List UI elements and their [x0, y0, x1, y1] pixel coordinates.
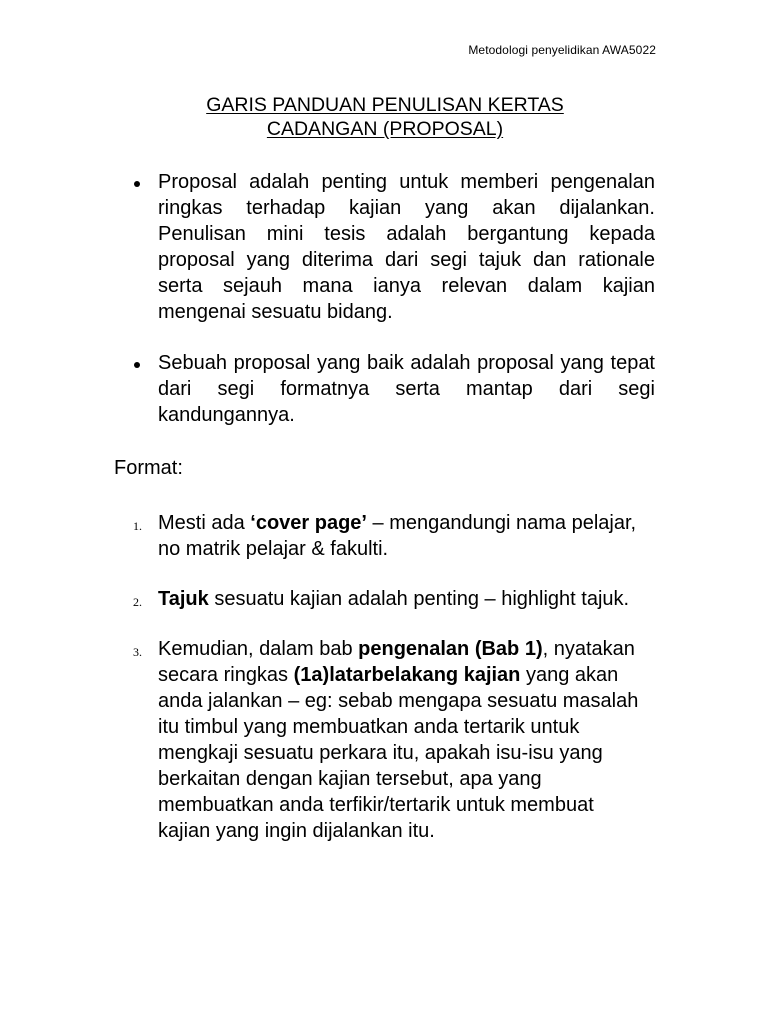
- item-emphasis: pengenalan (Bab 1): [358, 638, 543, 660]
- bullet-text: Proposal adalah penting untuk memberi pengenalan ringkas terhadap kajian yang akan dijalankan. Penulisan mini tesis adalah bergantung kepada proposal yang diterima dari segi tajuk dan rationale serta sejauh mana ianya relevan dalam kajian mengenai sesuatu bidang.: [158, 171, 655, 323]
- list-item: [133, 636, 643, 844]
- list-number: 3.: [133, 645, 142, 659]
- item-text: sesuatu kajian adalah penting – highlight tajuk.: [208, 588, 630, 610]
- item-text: yang akan anda jalankan – eg: sebab mengapa sesuatu masalah itu timbul yang membuatkan anda tertarik untuk mengkaji sesuatu perkara itu, apakah isu-isu yang berkaitan dengan kajian tersebut, apa yang membuatkan anda terfikir/tertarik untuk membuat kajian yang ingin dijalankan itu.: [158, 664, 639, 842]
- item-text: Kemudian, dalam bab: [158, 638, 359, 660]
- bullet-list: [130, 169, 655, 453]
- item-emphasis: ‘cover page’: [250, 512, 367, 534]
- bullet-text: Sebuah proposal yang baik adalah proposal yang tepat dari segi formatnya serta mantap dari segi kandungannya.: [158, 352, 655, 426]
- title-line-1: GARIS PANDUAN PENULISAN KERTAS: [206, 94, 564, 116]
- item-text: , nyatakan secara ringkas: [158, 638, 635, 686]
- bullet-item: [130, 169, 655, 325]
- list-number: 2.: [133, 595, 142, 609]
- list-item: [133, 510, 643, 562]
- item-emphasis: (1a)latarbelakang kajian: [293, 664, 521, 686]
- document-title: [120, 93, 650, 141]
- title-line-2: CADANGAN (PROPOSAL): [266, 118, 504, 140]
- item-text: – mengandungi nama pelajar, no matrik pelajar & fakulti.: [158, 512, 637, 560]
- list-item: [133, 586, 643, 612]
- bullet-item: [130, 350, 655, 428]
- item-text: Mesti ada: [158, 512, 251, 534]
- bullet-icon: [134, 181, 140, 187]
- bullet-icon: [134, 362, 140, 368]
- list-number: 1.: [133, 519, 142, 533]
- format-heading: Format:: [114, 457, 183, 479]
- numbered-list: [133, 510, 643, 868]
- item-emphasis: Tajuk: [158, 588, 209, 610]
- running-header: Metodologi penyelidikan AWA5022: [468, 43, 656, 57]
